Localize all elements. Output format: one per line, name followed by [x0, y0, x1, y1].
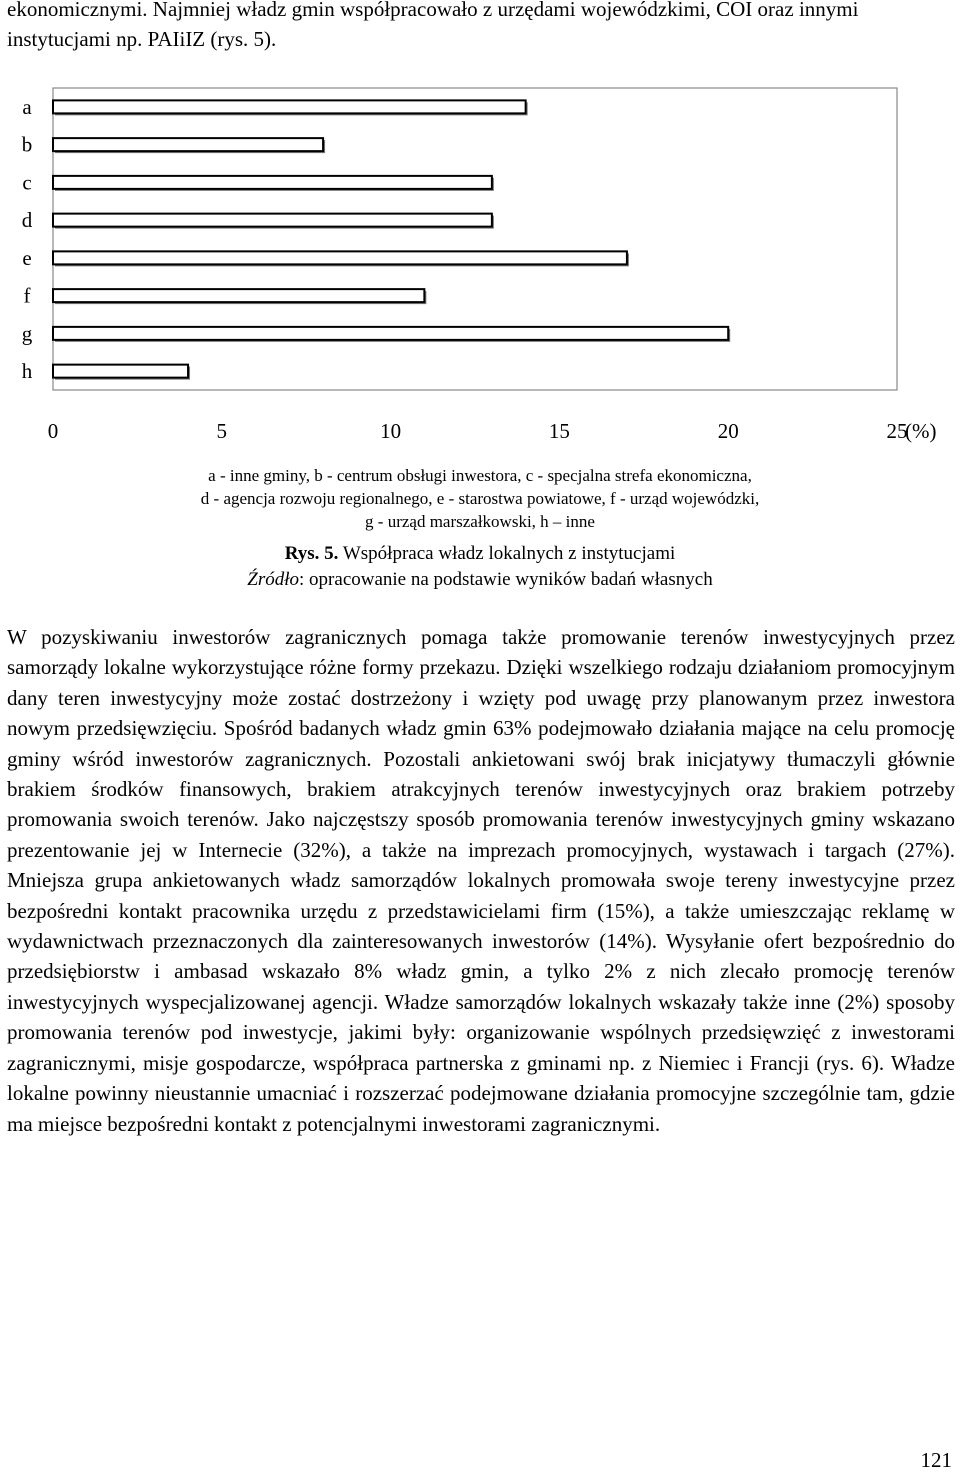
x-tick-label-20: 20	[717, 419, 739, 443]
figure-caption	[0, 541, 960, 593]
x-tick-label-5: 5	[216, 419, 228, 443]
legend-line-2: d - agencja rozwoju regionalnego, e - starostwa powiatowe, f - urząd wojewódzki,	[200, 489, 760, 508]
plot-frame	[53, 88, 897, 390]
bar-h	[53, 365, 188, 378]
category-label-f: f	[23, 283, 31, 308]
category-label-h: h	[21, 359, 33, 384]
legend-line-3: g - urząd marszałkowski, h – inne	[365, 512, 595, 531]
body-paragraph: W pozyskiwaniu inwestorów zagranicznych pomaga także promowanie terenów inwestycyjnych przez samorządy lokalne wykorzystujące różne formy przekazu. Dzięki wszelkiego rodzaju działaniom promocyjnym dany teren inwestycyjny może zostać dostrzeżony i wzięty pod uwagę przy planowanym przez inwestora nowym przedsięwzięciu. Spośród badanych władz gmin 63% podejmowało działania mające na celu promocję gminy wśród inwestorów zagranicznych. Pozostali ankietowani swój brak inicjatywy tłumaczyli głównie brakiem środków finansowych, brakiem atrakcyjnych terenów inwestycyjnych oraz brakiem potrzeby promowania swoich terenów. Jako najczęstszy sposób promowania terenów inwestycyjnych gminy wskazano prezentowanie jej w Internecie (32%), a także na imprezach promocyjnych, wystawach i targach (27%). Mniejsza grupa ankietowanych władz samorządów lokalnych promowała swoje tereny inwestycyjne przez bezpośredni kontakt pracownika urzędu z przedstawicielami firm (15%), a także umieszczając reklamę w wydawnictwach przeznaczonych dla zainteresowanych inwestorów (14%). Wysyłanie ofert bezpośrednio do przedsiębiorstw i ambasad wskazało 8% władz gmin, a tylko 2% z nich zlecało promocję terenów inwestycyjnych wyspecjalizowanej agencji. Władze samorządów lokalnych wskazały także inne (2%) sposoby promowania terenów pod inwestycje, jakimi były: organizowanie wspólnych przedsięwzięć z inwestorami zagranicznymi, misje gospodarcze, współpraca partnerska z gminami np. z Niemiec i Francji (rys. 6). Władze lokalne powinny nieustannie umacniać i rozszerzać podejmowane działania promocyjne szczególnie tam, gdzie ma miejsce bezpośredni kontakt z potencjalnymi inwestorami zagranicznymi.	[7, 625, 955, 1136]
source-label: Źródło	[247, 569, 300, 590]
figure-source	[0, 567, 960, 593]
category-label-b: b	[21, 132, 33, 157]
category-label-c: c	[22, 170, 32, 195]
category-label-g: g	[21, 321, 33, 346]
bar-e	[53, 251, 627, 264]
x-tick-label-10: 10	[380, 419, 402, 443]
x-axis-label: (%)	[905, 419, 937, 443]
figure-title: Współpraca władz lokalnych z instytucjami	[342, 543, 676, 564]
intro-paragraph: ekonomicznymi. Najmniej władz gmin współpracowało z urzędami wojewódzkimi, COI oraz innymi instytucjami np. PAIiIZ (rys. 5).	[7, 0, 859, 51]
bar-c	[53, 176, 492, 189]
bar-b	[53, 138, 323, 151]
chart-legend	[0, 464, 960, 533]
x-tick-label-25: 25	[886, 419, 908, 443]
bar-a	[53, 100, 526, 113]
figure-label: Rys. 5.	[284, 543, 339, 564]
x-tick-label-15: 15	[548, 419, 570, 443]
bar-d	[53, 214, 492, 227]
bar-chart	[0, 80, 960, 460]
legend-line-1: a - inne gminy, b - centrum obsługi inwestora, c - specjalna strefa ekonomiczna,	[208, 466, 752, 485]
category-label-e: e	[22, 245, 32, 270]
category-label-d: d	[21, 208, 33, 233]
x-tick-label-0: 0	[47, 419, 59, 443]
category-label-a: a	[22, 94, 32, 119]
source-text: : opracowanie na podstawie wyników badań własnych	[299, 569, 713, 590]
bar-f	[53, 289, 424, 302]
page-number: 121	[920, 1448, 952, 1472]
bar-g	[53, 327, 728, 340]
